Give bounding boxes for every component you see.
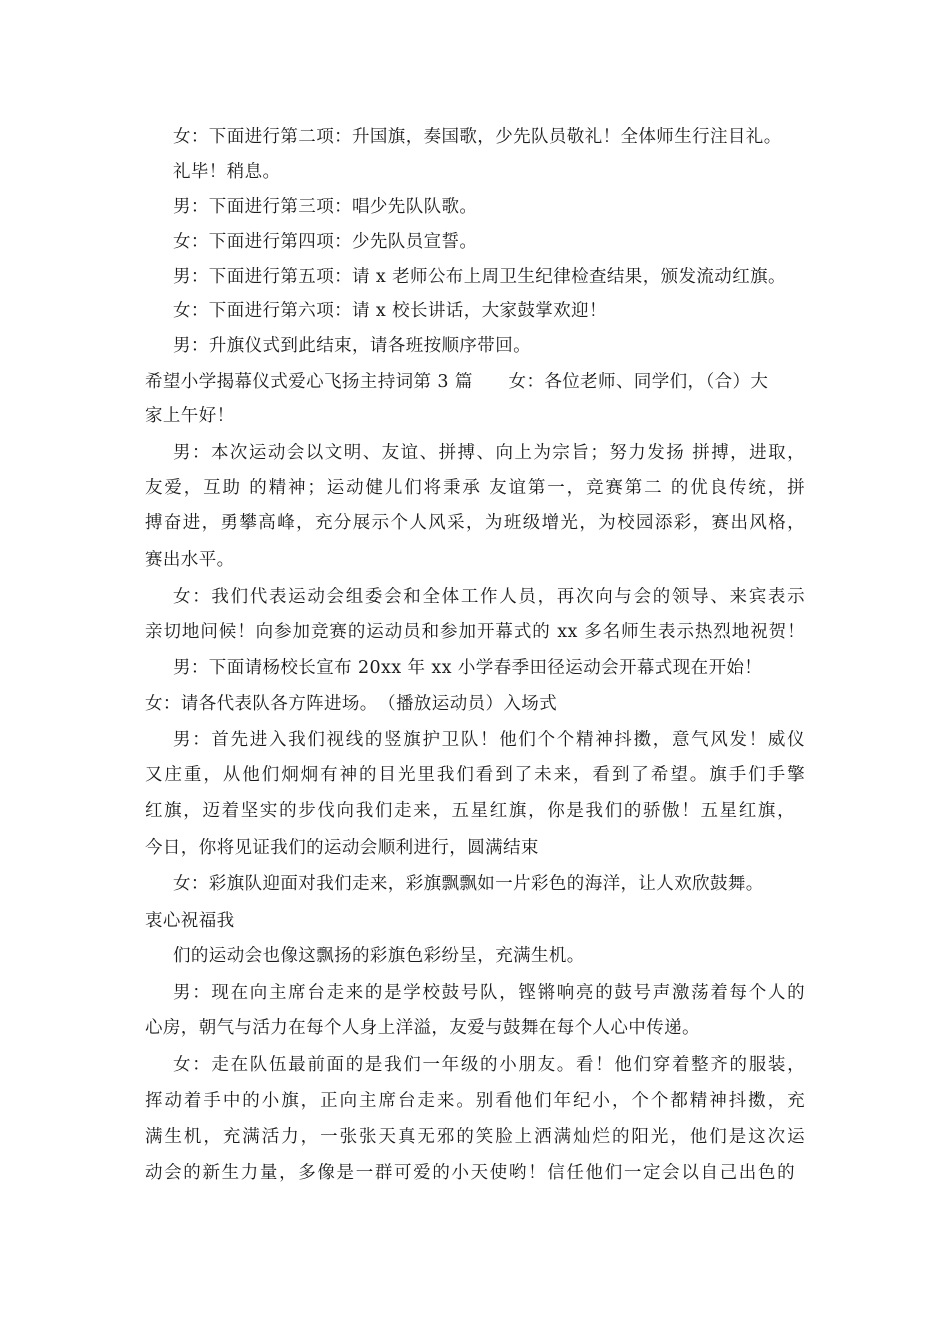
section-heading-line: 希望小学揭幕仪式爱心飞扬主持词第 3 篇 女：各位老师、同学们，（合）大 (145, 372, 769, 392)
text-line: 搏奋进，勇攀高峰，充分展示个人风采，为班级增光，为校园添彩，赛出风格， (145, 513, 805, 533)
text-line: 女：下面进行第六项：请 x 校长讲话，大家鼓掌欢迎！ (173, 301, 607, 321)
text-line: 今日，你将见证我们的运动会顺利进行，圆满结束 (145, 838, 539, 858)
text-line: 女：请各代表队各方阵进场。 （播放运动员）入场式 (145, 694, 558, 714)
text-line: 女：走在队伍最前面的是我们一年级的小朋友。看！他们穿着整齐的服装， (173, 1055, 805, 1075)
text-line: 男：首先进入我们视线的竖旗护卫队！他们个个精神抖擞，意气风发！威仪 (173, 730, 805, 750)
text-line: 挥动着手中的小旗，正向主席台走来。别看他们年纪小，个个都精神抖擞，充 (145, 1091, 805, 1111)
text-line: 女：下面进行第二项：升国旗，奏国歌，少先队员敬礼！全体师生行注目礼。 (173, 127, 782, 147)
text-line: 男：下面进行第三项：唱少先队队歌。 (173, 197, 478, 217)
text-line: 衷心祝福我 (145, 911, 235, 931)
text-line: 红旗，迈着坚实的步伐向我们走来，五星红旗，你是我们的骄傲！五星红旗， (145, 801, 795, 821)
text-line: 满生机，充满活力，一张张天真无邪的笑脸上洒满灿烂的阳光，他们是这次运 (145, 1127, 805, 1147)
text-line: 动会的新生力量，多像是一群可爱的小天使哟！信任他们一定会以自己出色的 (145, 1163, 795, 1183)
text-line: 男：现在向主席台走来的是学校鼓号队，铿锵响亮的鼓号声激荡着每个人的 (173, 983, 805, 1003)
text-line: 男：本次运动会以文明、友谊、拼搏、向上为宗旨；努力发扬 拼搏，进取， (173, 443, 805, 463)
text-line: 男：升旗仪式到此结束，请各班按顺序带回。 (173, 336, 531, 356)
text-line: 亲切地问候！向参加竞赛的运动员和参加开幕式的 xx 多名师生表示热烈地祝贺！ (145, 622, 805, 642)
text-line: 心房，朝气与活力在每个人身上洋溢，友爱与鼓舞在每个人心中传递。 (145, 1018, 700, 1038)
text-line: 又庄重，从他们炯炯有神的目光里我们看到了未来，看到了希望。旗手们手擎 (145, 765, 805, 785)
text-line: 男：下面请杨校长宣布 20xx 年 xx 小学春季田径运动会开幕式现在开始！ (173, 658, 763, 678)
text-line: 男：下面进行第五项：请 x 老师公布上周卫生纪律检查结果，颁发流动红旗。 (173, 267, 786, 287)
text-line: 女：彩旗队迎面对我们走来，彩旗飘飘如一片彩色的海洋，让人欢欣鼓舞。 (173, 874, 764, 894)
text-line: 女：我们代表运动会组委会和全体工作人员，再次向与会的领导、来宾表示 (173, 587, 805, 607)
text-line: 礼毕！稍息。 (173, 162, 281, 182)
text-line: 友爱，互助 的精神；运动健儿们将秉承 友谊第一，竞赛第二 的优良传统，拼 (145, 478, 805, 498)
text-line: 女：下面进行第四项：少先队员宣誓。 (173, 232, 478, 252)
text-line: 赛出水平。 (145, 550, 235, 570)
text-line: 家上午好！ (145, 406, 235, 426)
text-line: 们的运动会也像这飘扬的彩旗色彩纷呈，充满生机。 (173, 946, 585, 966)
